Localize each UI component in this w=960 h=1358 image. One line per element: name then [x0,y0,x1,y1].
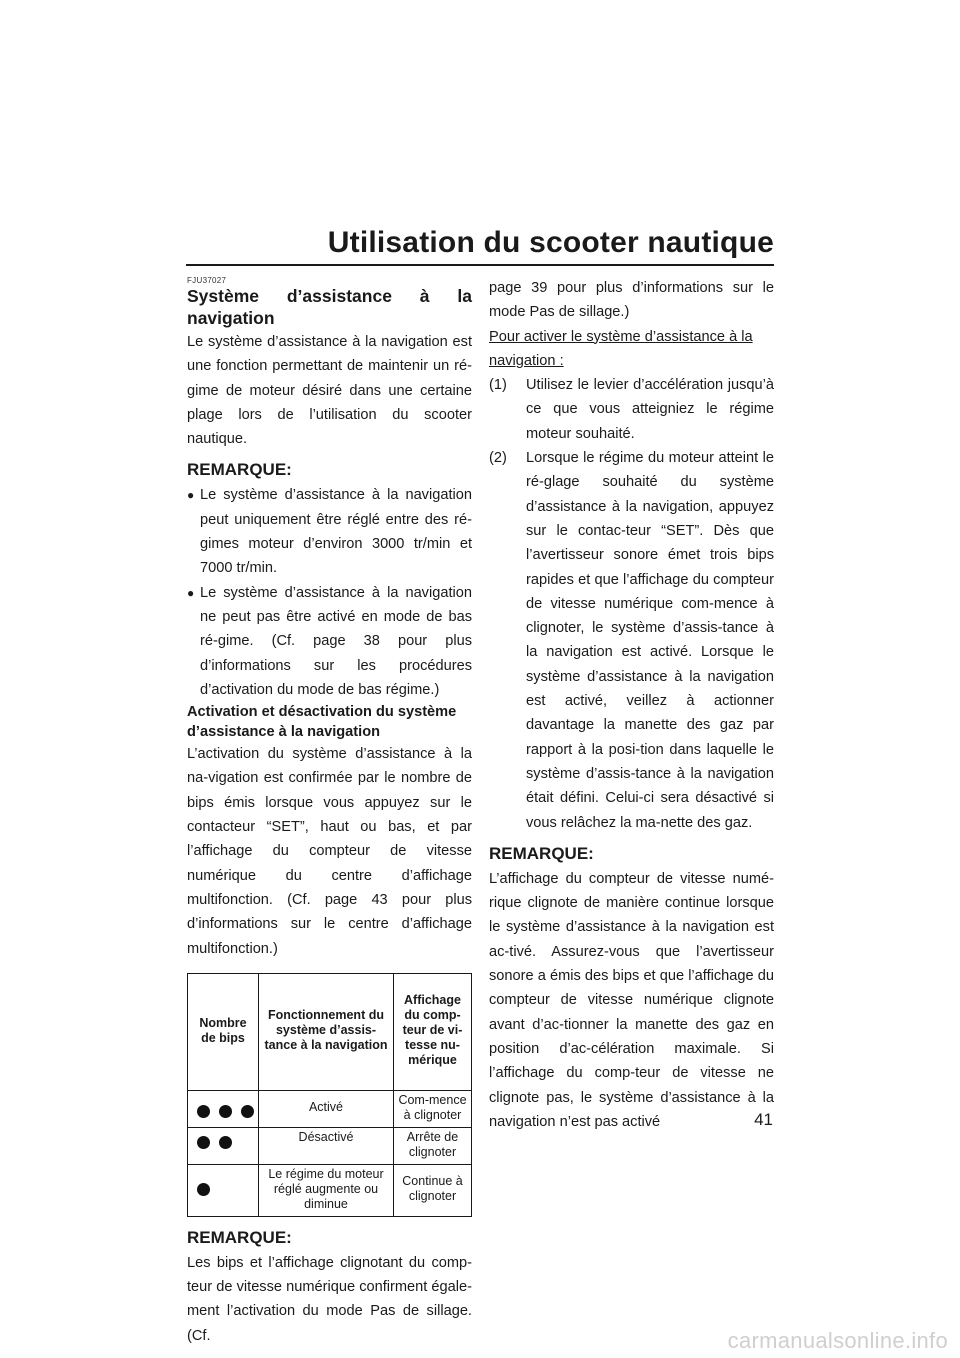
bullet-icon: ● [187,585,195,600]
beeps-cell [188,1090,259,1127]
step-number: (1) [489,377,507,394]
function-cell: Le régime du moteur réglé augmente ou diminue [259,1164,394,1216]
watermark: carmanualsonline.info [727,1328,948,1353]
continued-paragraph: page 39 pour plus d’informations sur le mode Pas de sillage.) [489,280,774,321]
remarque-text-2: Les bips et l’affichage clignotant du comp-teur de vitesse numérique confirment égale-ment l’activation du mode Pas de sillage. (Cf. [187,1254,472,1344]
procedure-heading: Pour activer le système d’assistance à la navigation : [489,328,753,369]
table-header: Affichage du comp-teur de vi-tesse nu-mérique [394,973,472,1090]
intro-paragraph: Le système d’assistance à la navigation est une fonction permettant de maintenir un ré-gime de moteur désiré dans une certaine plage lors de l’utilisation du scooter nautique. [187,334,472,448]
bullet-item [187,483,472,580]
beeps-table [187,973,472,1217]
table-row [188,1090,472,1127]
remarque-title-3: REMARQUE: [489,843,594,863]
page-number: 41 [754,1110,773,1129]
display-cell: Continue à clignoter [394,1164,472,1216]
function-cell: Désactivé [259,1127,394,1164]
step-text: Lorsque le régime du moteur atteint le ré-glage souhaité du système d’assistance à la navigation, appuyez sur le contac-teur “SET”. Dès que l’avertisseur sonore émet trois bips rapides et que l’affichage du compteur de vitesse numérique com-mence à clignoter, le système d’assis-tance à la navigation est activé. Lorsque le système d’assistance à la navigation est activé, veillez à actionner davantage la manette des gaz par rapport à la posi-tion dans laquelle le système d’assis-tance à la navigation était défini. Celui-ci sera désactivé si vous relâchez la ma-nette des gaz. [526,450,774,831]
step-item [489,446,774,835]
beep-dots [191,1093,255,1118]
beep-dot-icon [241,1105,254,1118]
section-heading: Système d’assistance à la navigation [187,286,472,328]
step-text: Utilisez le levier d’accélération jusqu’à ce que vous atteigniez le régime moteur souhaité. [526,377,774,442]
beep-dot-icon [219,1136,232,1149]
bullet-icon: ● [187,488,195,503]
step-item [489,373,774,446]
remarque-title-1: REMARQUE: [187,460,292,480]
table-header-row [188,973,472,1090]
remarque-text-3: L’affichage du compteur de vitesse numé-rique clignote de manière continue lorsque le système d’assistance à la navigation est ac-tivé. Assurez-vous que l’avertisseur sonore a émis des bips et que l’affichage du compteur de vitesse numérique clignote avant d’ac-tionner la manette des gaz en position d’ac-célération maximale. Si l’affichage du comp-teur de vitesse ne clignote pas, le système d’assistance à la navigation n’est pas activé [489,870,774,1130]
table-row [188,1127,472,1164]
beep-dot-icon [197,1136,210,1149]
bullet-item [187,581,472,702]
beep-dot-icon [197,1183,210,1196]
activation-paragraph: L’activation du système d’assistance à la na-vigation est confirmée par le nombre de bips émis lorsque vous appuyez sur le contacteur “SET”, haut ou bas, et par l’affichage du compteur de vitesse numérique du centre d’affichage multifonction. (Cf. page 43 pour plus d’informations sur le centre d’affichage multifonction.) [187,746,472,957]
beep-dots [191,1167,255,1196]
remarque-title-2: REMARQUE: [187,1227,292,1247]
title-rule [186,264,774,266]
step-number: (2) [489,450,507,467]
left-column [187,276,472,1348]
function-cell: Activé [259,1090,394,1127]
subheading: Activation et désactivation du système d’assistance à la navigation [187,704,457,741]
display-cell: Com-mence à clignoter [394,1090,472,1127]
table-header: Fonctionnement du système d’assis-tance à la navigation [259,973,394,1090]
table-header: Nombre de bips [188,973,259,1090]
beeps-cell [188,1164,259,1216]
display-cell: Arrête de clignoter [394,1127,472,1164]
beep-dot-icon [197,1105,210,1118]
beeps-cell [188,1127,259,1164]
beep-dot-icon [219,1105,232,1118]
beep-dots [191,1130,255,1149]
page-title: Utilisation du scooter nautique [327,226,774,259]
bullet-text: Le système d’assistance à la navigation ne peut pas être activé en mode de bas ré-gime. (Cf. page 38 pour plus d’informations sur les procédures d’activation du mode de bas régime.) [200,584,472,698]
bullet-text: Le système d’assistance à la navigation peut uniquement être réglé entre des ré-gimes moteur d’environ 3000 tr/min et 7000 tr/min. [200,487,472,577]
section-code: FJU37027 [187,276,227,285]
table-row [188,1164,472,1216]
right-column [489,276,774,1134]
